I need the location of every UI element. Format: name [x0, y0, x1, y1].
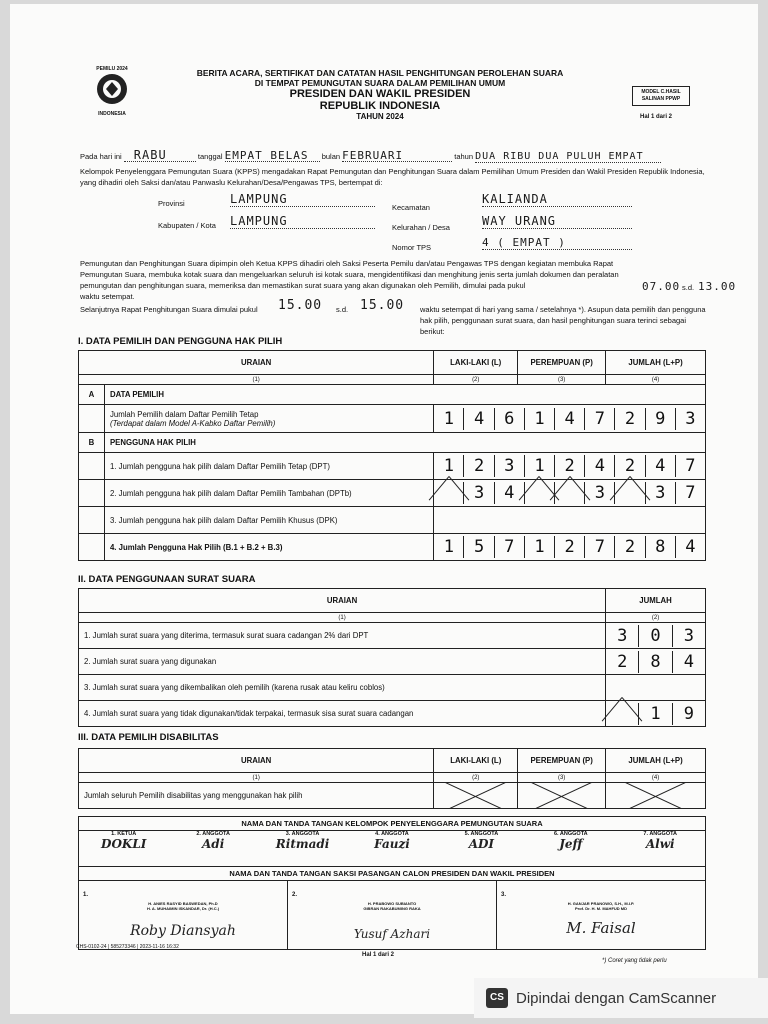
kpps-signature: Ritmadi [275, 837, 330, 851]
saksi-num-2: 2. [292, 892, 298, 898]
digit-box: 7 [584, 408, 614, 430]
page-label: Hal 1 dari 2 [640, 114, 673, 120]
count-end-time: 15.00 [360, 298, 405, 313]
digit-box: 4 [584, 455, 614, 477]
saksi-title: NAMA DAN TANDA TANGAN SAKSI PASANGAN CALON PRESIDEN DAN WAKIL PRESIDEN [79, 867, 705, 881]
end-time: 13.00 [698, 280, 737, 293]
digit-box: 1 [524, 455, 554, 477]
document-sheet [10, 4, 758, 1014]
digit-box: 2 [617, 651, 628, 672]
kpps-signature: ADI [468, 837, 495, 851]
digit-box: 4 [675, 536, 705, 558]
kpps-signature: Adi [202, 837, 225, 851]
model-badge-line-1: MODEL C.HASIL [641, 89, 681, 95]
digit-box: 7 [675, 482, 705, 504]
kpu-logo [90, 66, 134, 126]
kpps-role: 4. ANGGOTA [375, 831, 409, 837]
s1-col-uraian: URAIAN [79, 351, 434, 375]
digit-box: 3 [672, 625, 705, 647]
s1-a-row1-label [104, 405, 433, 433]
s2-num-1: (1) [79, 613, 606, 623]
digit-box: 7 [584, 536, 614, 558]
paslon-2: H. PRABOWO SUBIANTO GIBRAN RAKABUMING RAKA [363, 901, 421, 911]
digit-box: 1 [638, 703, 671, 725]
value-tahun: DUA RIBU DUA PULUH EMPAT [475, 151, 661, 163]
document-title [160, 68, 600, 121]
title-line-5: TAHUN 2024 [356, 112, 404, 121]
kpps-cell [79, 831, 168, 866]
digit-group [434, 408, 705, 430]
digit-box: 3 [645, 482, 675, 504]
model-badge [632, 86, 690, 106]
section3-table [78, 748, 706, 809]
digit-box: 5 [463, 536, 493, 558]
s3-row1-label: Jumlah seluruh Pemilih disabilitas yang menggunakan hak pilih [79, 783, 434, 809]
section1-table [78, 350, 706, 561]
digit-box: 1 [524, 536, 554, 558]
digit-box: 9 [672, 703, 705, 725]
kpps-role: 2. ANGGOTA [196, 831, 230, 837]
digit-box: 8 [638, 651, 671, 673]
saksi-signature-1: Roby Diansyah [130, 923, 236, 939]
label-tahun: tahun [454, 152, 474, 161]
s2-num-2: (2) [606, 613, 706, 623]
label-provinsi: Provinsi [158, 199, 185, 208]
s1-a-letter: A [79, 385, 105, 405]
digit-box: 1 [443, 408, 455, 429]
digit-box: 1 [443, 537, 455, 557]
kpps-signature: Jeff [559, 837, 583, 851]
s2-row1-label: 1. Jumlah surat suara yang diterima, termasuk surat suara cadangan 2% dari DPT [79, 623, 606, 649]
s3-num-4: (4) [606, 773, 706, 783]
label-kecamatan: Kecamatan [392, 203, 430, 212]
label-tps: Nomor TPS [392, 243, 432, 252]
logo-bottom-text: INDONESIA [98, 111, 126, 117]
digit-box: 3 [617, 625, 628, 646]
label-kelurahan: Kelurahan / Desa [392, 223, 450, 232]
s1-b-row4-label: 4. Jumlah Pengguna Hak Pilih (B.1 + B.2 + B.3) [104, 534, 433, 561]
digit-box: 9 [645, 408, 675, 430]
kpps-role: 6. ANGGOTA [554, 831, 588, 837]
digit-box: 1 [524, 408, 554, 430]
s1-col-p: PEREMPUAN (P) [518, 351, 606, 375]
kpps-role: 3. ANGGOTA [285, 831, 320, 837]
kpps-cell [526, 831, 615, 866]
digit-box: 4 [494, 482, 524, 504]
section2-title: II. DATA PENGGUNAAN SURAT SUARA [78, 574, 256, 585]
digit-box: 8 [645, 536, 675, 558]
kpps-signature: Alwi [645, 837, 675, 851]
intro-line [80, 150, 720, 166]
kpps-row [79, 831, 705, 867]
s1-b-row2-label: 2. Jumlah pengguna hak pilih dalam Daftar Pemilih Tambahan (DPTb) [104, 480, 433, 507]
s3-num-1: (1) [79, 773, 434, 783]
digit-group [606, 651, 705, 673]
kpps-role: 5. ANGGOTA [464, 831, 499, 837]
s1-num-3: (3) [518, 375, 606, 385]
title-line-2: DI TEMPAT PEMUNGUTAN SUARA DALAM PEMILIHAN UMUM [254, 78, 506, 88]
count-paragraph: waktu setempat di hari yang sama / setelahnya *). Asupun data pemilih dan pengguna hak pilih, penggunaan surat suara, dan hasil penghitungan suara terinci sebagai berikut: [420, 305, 706, 336]
s1-a-row1-digits [434, 405, 706, 433]
footer-note: *) Coret yang tidak perlu [602, 958, 667, 964]
s1-b-row1-label: 1. Jumlah pengguna hak pilih dalam Daftar Pemilih Tetap (DPT) [104, 453, 433, 480]
digit-box: 3 [463, 482, 493, 504]
kpps-cell [347, 831, 436, 866]
digit-box: 2 [554, 536, 584, 558]
paslon-1: H. ANIES RASYID BASWEDAN, Ph.D H. A. MUHAIMIN ISKANDAR, Dr. (H.C.) [146, 901, 220, 911]
s1-b-letter: B [79, 433, 105, 453]
label-bulan: bulan [321, 152, 341, 161]
kpps-cell [616, 831, 705, 866]
logo-top-text: PEMILU 2024 [96, 66, 128, 72]
s3-p-crossed [518, 783, 606, 809]
s2-row2-label: 2. Jumlah surat suara yang digunakan [79, 649, 606, 675]
value-tanggal: EMPAT BELAS [225, 150, 320, 162]
digit-box: 1 [443, 456, 455, 476]
count-start-time: 15.00 [278, 298, 323, 313]
kpps-cell [437, 831, 526, 866]
digit-box: 6 [494, 408, 524, 430]
label-sd: s.d. [682, 283, 695, 292]
digit-group [606, 625, 705, 647]
s3-num-2: (2) [434, 773, 518, 783]
kpps-cell [258, 831, 347, 866]
digit-box: 2 [614, 536, 644, 558]
s2-row3-label: 3. Jumlah surat suara yang dikembalikan oleh pemilih (karena rusak atau keliru coblos) [79, 675, 606, 701]
s2-col-jml: JUMLAH [606, 589, 706, 613]
saksi-num-3: 3. [501, 892, 507, 898]
kpps-signature: Fauzi [374, 837, 410, 851]
footer-code: CHS-0102-24 | 585273346 | 2023-11-16 16:32 [76, 944, 179, 950]
value-bulan: FEBRUARI [342, 150, 452, 162]
footer-page: Hal 1 dari 2 [362, 952, 395, 958]
count-start-label: Selanjutnya Rapat Penghitungan Suara dimulai pukul [80, 305, 258, 314]
s2-row4-label: 4. Jumlah surat suara yang tidak digunakan/tidak terpakai, termasuk sisa surat suara cadangan [79, 701, 606, 727]
digit-box: 4 [645, 455, 675, 477]
section3-title: III. DATA PEMILIH DISABILITAS [78, 732, 219, 743]
value-kecamatan: KALIANDA [482, 192, 632, 207]
label-sd-2: s.d. [336, 305, 349, 314]
camscanner-watermark [474, 978, 768, 1018]
kpps-cell [168, 831, 257, 866]
s1-col-jml: JUMLAH (L+P) [606, 351, 706, 375]
camscanner-logo-icon: CS [486, 988, 508, 1008]
digit-box: 4 [554, 408, 584, 430]
title-line-3: PRESIDEN DAN WAKIL PRESIDEN [289, 88, 471, 100]
digit-box [554, 482, 584, 504]
section1-title: I. DATA PEMILIH DAN PENGGUNA HAK PILIH [78, 336, 283, 347]
label-tanggal: tanggal [197, 152, 223, 161]
saksi-signature-3: M. Faisal [566, 919, 636, 937]
value-hari: RABU [124, 150, 196, 162]
s1-a-title: DATA PEMILIH [104, 385, 705, 405]
s3-col-uraian: URAIAN [79, 749, 434, 773]
value-tps: 4 ( EMPAT ) [482, 236, 632, 250]
waktu-setempat: waktu setempat. [80, 292, 135, 301]
s3-l-crossed [434, 783, 518, 809]
s3-col-l: LAKI-LAKI (L) [434, 749, 518, 773]
s1-num-2: (2) [434, 375, 518, 385]
digit-box: 3 [675, 408, 705, 430]
digit-box: 0 [638, 625, 671, 647]
kpps-role: 7. ANGGOTA [643, 831, 678, 837]
digit-box: 2 [554, 455, 584, 477]
model-badge-line-2: SALINAN PPWP [641, 96, 681, 102]
digit-box [434, 482, 463, 504]
saksi-cell-3 [497, 881, 705, 949]
saksi-cell-1 [79, 881, 288, 949]
start-time: 07.00 [642, 280, 681, 293]
title-line-4: REPUBLIK INDONESIA [319, 100, 441, 112]
digit-box: 2 [463, 455, 493, 477]
s1-num-4: (4) [606, 375, 706, 385]
s3-col-jml: JUMLAH (L+P) [606, 749, 706, 773]
digit-box: 4 [463, 408, 493, 430]
s1-num-1: (1) [79, 375, 434, 385]
saksi-row [79, 881, 705, 949]
emblem-icon [95, 72, 129, 106]
s1-b-title: PENGGUNA HAK PILIH [104, 433, 705, 453]
digit-box: 3 [584, 482, 614, 504]
digit-box: 4 [672, 651, 705, 673]
digit-group [434, 536, 705, 558]
saksi-num-1: 1. [83, 892, 89, 898]
digit-group [434, 455, 705, 477]
value-kabupaten: LAMPUNG [230, 214, 375, 229]
kpps-role: 1. KETUA [111, 831, 137, 837]
digit-box: 7 [675, 455, 705, 477]
digit-group [606, 703, 705, 725]
saksi-cell-2 [288, 881, 497, 949]
paslon-3: H. GANJAR PRANOWO, S.H., M.I.P. Prof. Dr. H. M. MAHFUD MD [567, 901, 635, 911]
camscanner-text: Dipindai dengan CamScanner [516, 989, 717, 1007]
digit-box [606, 703, 638, 725]
label-hari: Pada hari ini [80, 152, 122, 161]
s1-col-l: LAKI-LAKI (L) [434, 351, 518, 375]
s1-b-row3-label: 3. Jumlah pengguna hak pilih dalam Daftar Pemilih Khusus (DPK) [104, 507, 433, 534]
body-paragraph: Pemungutan dan Penghitungan Suara dipimpin oleh Ketua KPPS dihadiri oleh Saksi Peserta Pemilu dan/atau Pengawas TPS dengan kegiatan membuka Rapat Pemungutan Suara, membuka kotak suara dan mengeluarkan seluruh isi kotak suara, mengidentifikasi dan menghitung jenis serta jumlah dokumen dan peralatan pemungutan dan penghitungan suara, memeriksa dan memastikan surat suara yang akan digunakan oleh Pemilih, dimulai pada pukul [80, 259, 619, 290]
digit-box [524, 482, 554, 504]
s2-col-uraian: URAIAN [79, 589, 606, 613]
signature-box [78, 816, 706, 950]
digit-box: 3 [494, 455, 524, 477]
digit-box: 2 [614, 408, 644, 430]
label-kabupaten: Kabupaten / Kota [158, 221, 216, 230]
kpps-title: NAMA DAN TANDA TANGAN KELOMPOK PENYELENGGARA PEMUNGUTAN SUARA [79, 817, 705, 831]
digit-box: 2 [614, 455, 644, 477]
saksi-signature-2: Yusuf Azhari [353, 927, 431, 941]
kpps-signature: DOKLI [101, 837, 147, 851]
s1-a-row1-text: Jumlah Pemilih dalam Daftar Pemilih Tetap [109, 409, 259, 419]
digit-box [614, 482, 644, 504]
section2-table [78, 588, 706, 727]
value-provinsi: LAMPUNG [230, 192, 375, 207]
intro-paragraph: Kelompok Penyelenggara Pemungutan Suara (KPPS) mengadakan Rapat Pemungutan dan Penghitungan Suara dalam Pemilihan Umum Presiden dan Wakil Presiden Republik Indonesia, yang dihadiri oleh Saksi dan/atau Panwaslu Kelurahan/Desa/Pengawas TPS, bertempat di: [80, 167, 705, 187]
digit-box: 7 [494, 536, 524, 558]
title-line-1: BERITA ACARA, SERTIFIKAT DAN CATATAN HASIL PENGHITUNGAN PEROLEHAN SUARA [196, 68, 564, 78]
digit-group [434, 482, 705, 504]
s3-num-3: (3) [518, 773, 606, 783]
value-kelurahan: WAY URANG [482, 214, 632, 229]
s3-col-p: PEREMPUAN (P) [518, 749, 606, 773]
s1-a-row1-sub: (Terdapat dalam Model A-Kabko Daftar Pemilih) [109, 418, 276, 428]
s3-jml-crossed [606, 783, 706, 809]
